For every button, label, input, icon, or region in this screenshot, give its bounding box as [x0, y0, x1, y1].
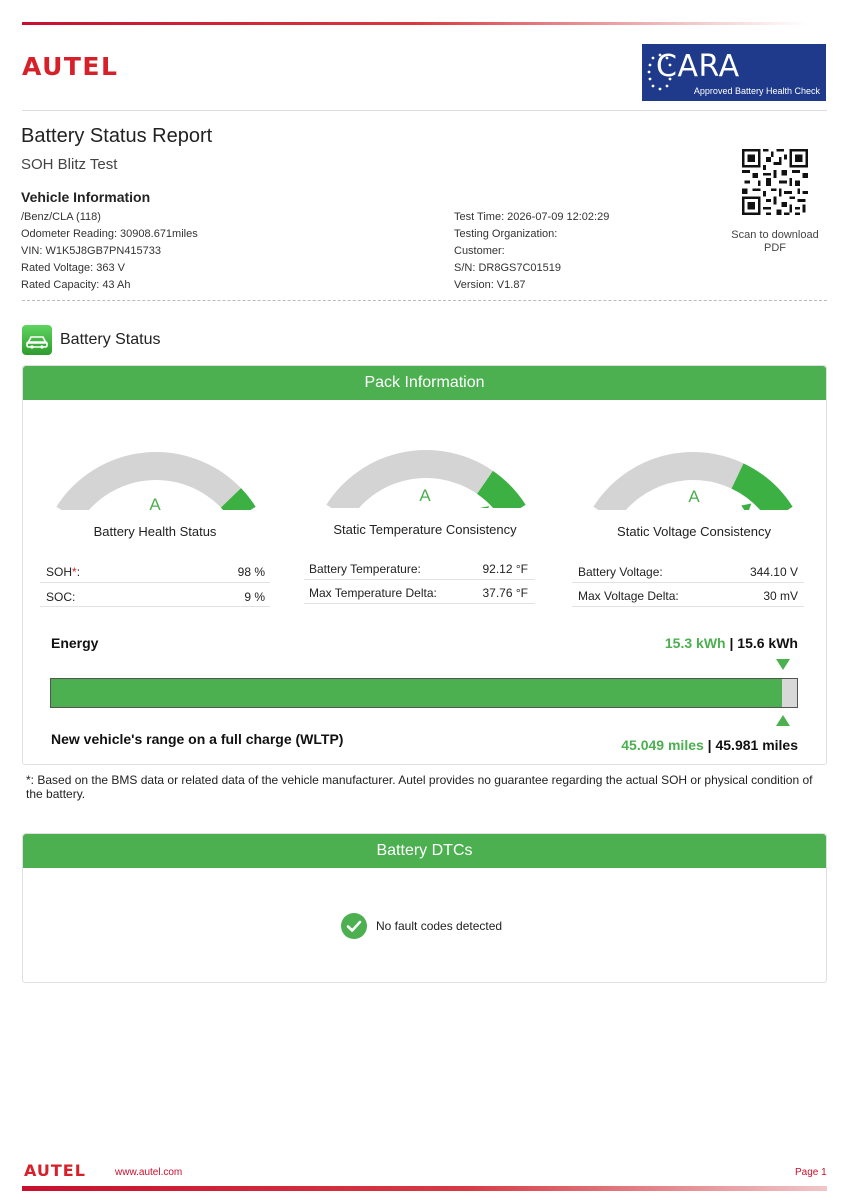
voltage-grade: A — [688, 487, 700, 506]
gauge-track — [326, 450, 493, 508]
soc-label: SOC: — [46, 590, 76, 604]
row-divider — [40, 606, 270, 607]
energy-values — [665, 635, 798, 651]
header-divider — [22, 110, 827, 111]
page-number: Page 1 — [795, 1167, 827, 1178]
vehicle-info-title: Vehicle Information — [21, 189, 151, 205]
section-divider — [22, 300, 827, 301]
range-values — [621, 737, 798, 753]
max-voltage-delta-label: Max Voltage Delta: — [578, 589, 679, 603]
report-subtitle: SOH Blitz Test — [21, 156, 118, 173]
energy-bar — [50, 678, 798, 708]
gauge-track — [593, 452, 743, 510]
row-divider — [304, 579, 535, 580]
no-fault-message: No fault codes detected — [376, 919, 503, 933]
battery-car-icon — [22, 325, 52, 355]
cara-badge — [642, 44, 826, 101]
testing-organization: Testing Organization: — [454, 228, 558, 240]
temperature-consistency-title: Static Temperature Consistency — [333, 522, 517, 537]
energy-label: Energy — [51, 635, 99, 651]
version: Version: V1.87 — [454, 279, 526, 291]
gauge-level — [732, 463, 793, 510]
battery-temperature-value: 92.12 °F — [482, 562, 528, 576]
gauge-pointer — [741, 504, 751, 510]
range-separator: | — [707, 737, 712, 753]
battery-health-title: Battery Health Status — [93, 524, 217, 539]
range-current: 45.049 miles — [621, 737, 704, 753]
soh-value: 98 % — [237, 565, 265, 579]
range-label: New vehicle's range on a full charge (WLTP) — [51, 731, 344, 747]
row-divider — [572, 582, 804, 583]
test-time: Test Time: 2026-07-09 12:02:29 — [454, 211, 610, 223]
battery-voltage-label: Battery Voltage: — [578, 565, 663, 579]
soh-label: SOH*: — [46, 565, 81, 579]
row-divider — [304, 603, 535, 604]
odometer-reading: Odometer Reading: 30908.671miles — [21, 228, 198, 240]
range-marker-up — [776, 715, 790, 726]
rated-voltage: Rated Voltage: 363 V — [21, 262, 125, 274]
battery-health-grade: A — [149, 495, 161, 514]
row-divider — [40, 582, 270, 583]
serial-number: S/N: DR8GS7C01519 — [454, 262, 561, 274]
max-temperature-delta-value: 37.76 °F — [482, 586, 528, 600]
cara-subtitle: Approved Battery Health Check — [693, 86, 820, 96]
battery-dtcs-header: Battery DTCs — [23, 834, 826, 868]
soc-value: 9 % — [244, 590, 265, 604]
max-voltage-delta-value: 30 mV — [763, 589, 798, 603]
battery-voltage-value: 344.10 V — [749, 565, 798, 579]
rated-capacity: Rated Capacity: 43 Ah — [21, 279, 131, 291]
energy-bar-fill — [51, 679, 782, 707]
row-divider — [572, 606, 804, 607]
bottom-accent-rule — [22, 1186, 827, 1191]
voltage-consistency-title: Static Voltage Consistency — [617, 524, 771, 539]
energy-total: 15.6 kWh — [737, 635, 798, 651]
cara-title: CARA — [656, 49, 740, 84]
footnote: *: Based on the BMS data or related data of the vehicle manufacturer. Autel provides no guarantee regarding the actual SOH or physical condition of the battery. — [26, 773, 813, 801]
battery-dtcs-panel — [22, 833, 827, 983]
energy-marker-down — [776, 659, 790, 670]
energy-current: 15.3 kWh — [664, 635, 726, 651]
max-temperature-delta-label: Max Temperature Delta: — [309, 586, 437, 600]
customer: Customer: — [454, 245, 505, 257]
top-accent-rule — [22, 22, 808, 25]
qr-caption: Scan to download PDF — [731, 229, 819, 254]
footer-autel-logo: AUTEL — [24, 1161, 86, 1180]
pack-information-header: Pack Information — [23, 366, 826, 400]
autel-logo: AUTEL — [22, 52, 119, 81]
vehicle-model: /Benz/CLA (118) — [21, 211, 101, 223]
temperature-grade: A — [419, 486, 431, 505]
check-circle-icon — [341, 913, 367, 939]
range-total: 45.981 miles — [715, 737, 798, 753]
report-title: Battery Status Report — [21, 125, 213, 147]
battery-temperature-label: Battery Temperature: — [309, 562, 421, 576]
qr-code-icon[interactable] — [742, 149, 808, 215]
footer-url-link[interactable]: www.autel.com — [115, 1167, 183, 1178]
battery-status-title: Battery Status — [60, 331, 161, 348]
gauge-pointer — [479, 506, 489, 508]
vin: VIN: W1K5J8GB7PN415733 — [21, 245, 162, 257]
energy-separator: | — [729, 635, 734, 651]
